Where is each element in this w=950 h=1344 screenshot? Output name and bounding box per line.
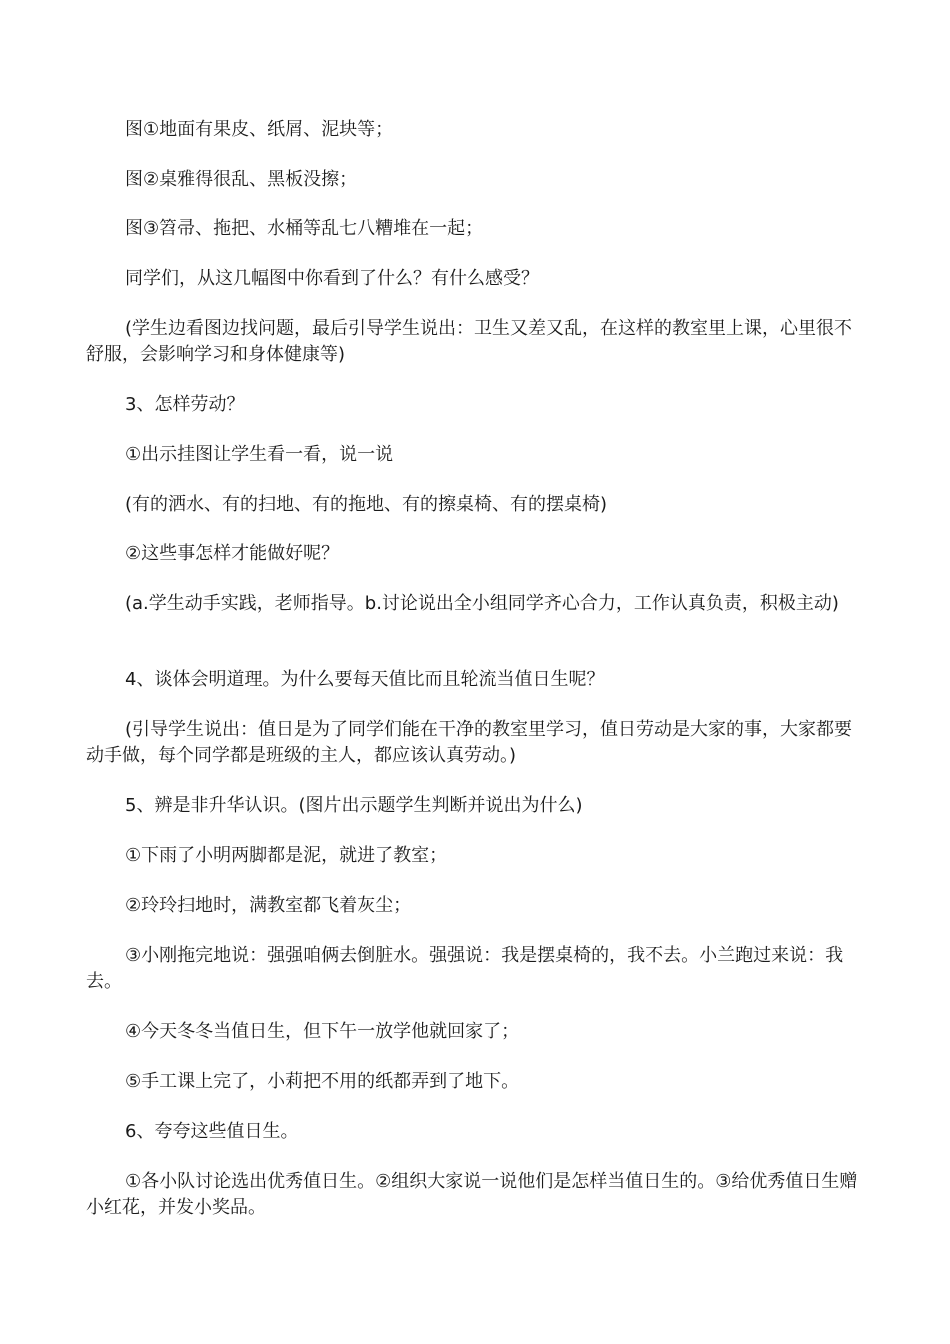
paragraph-1: 图①地面有果皮、纸屑、泥块等；	[125, 119, 394, 140]
paragraph-15: ②玲玲扫地时，满教室都飞着灰尘；	[125, 895, 412, 916]
paragraph-12: (引导学生说出：值日是为了同学们能在干净的教室里学习，值日劳动是大家的事，大家都要动手做，每个同学都是班级的主人，都应该认真劳动。)	[86, 719, 853, 766]
paragraph-2: 图②桌雅得很乱、黑板没擦；	[125, 169, 358, 190]
paragraph-20: ①各小队讨论选出优秀值日生。②组织大家说一说他们是怎样当值日生的。③给优秀值日生赠小红花，并发小奖品。	[86, 1171, 858, 1218]
paragraph-17: ④今天冬冬当值日生，但下午一放学他就回家了；	[125, 1021, 520, 1042]
paragraph-18: ⑤手工课上完了，小莉把不用的纸都弄到了地下。	[125, 1071, 520, 1092]
paragraph-5: (学生边看图边找问题，最后引导学生说出：卫生又差又乱，在这样的教室里上课，心里很不舒服，会影响学习和身体健康等)	[86, 318, 853, 365]
heading-step-4: 4、谈体会明道理。为什么要每天值比而且轮流当值日生呢？	[125, 669, 605, 690]
paragraph-3: 图③笤帚、拖把、水桶等乱七八糟堆在一起；	[125, 218, 484, 239]
paragraph-4: 同学们，从这几幅图中你看到了什么？有什么感受？	[125, 268, 539, 289]
paragraph-8: (有的洒水、有的扫地、有的拖地、有的擦桌椅、有的摆桌椅)	[125, 494, 608, 515]
paragraph-10: (a.学生动手实践，老师指导。b.讨论说出全小组同学齐心合力，工作认真负责，积极主动)	[125, 593, 839, 614]
paragraph-14: ①下雨了小明两脚都是泥，就进了教室；	[125, 845, 448, 866]
heading-step-6: 6、夸夸这些值日生。	[125, 1121, 299, 1142]
paragraph-9: ②这些事怎样才能做好呢？	[125, 543, 340, 564]
heading-step-5: 5、辨是非升华认识。(图片出示题学生判断并说出为什么)	[125, 795, 583, 816]
heading-step-3: 3、怎样劳动？	[125, 394, 245, 415]
paragraph-7: ①出示挂图让学生看一看，说一说	[125, 444, 394, 465]
paragraph-16: ③小刚拖完地说：强强咱俩去倒脏水。强强说：我是摆桌椅的，我不去。小兰跑过来说：我去。	[86, 945, 844, 992]
